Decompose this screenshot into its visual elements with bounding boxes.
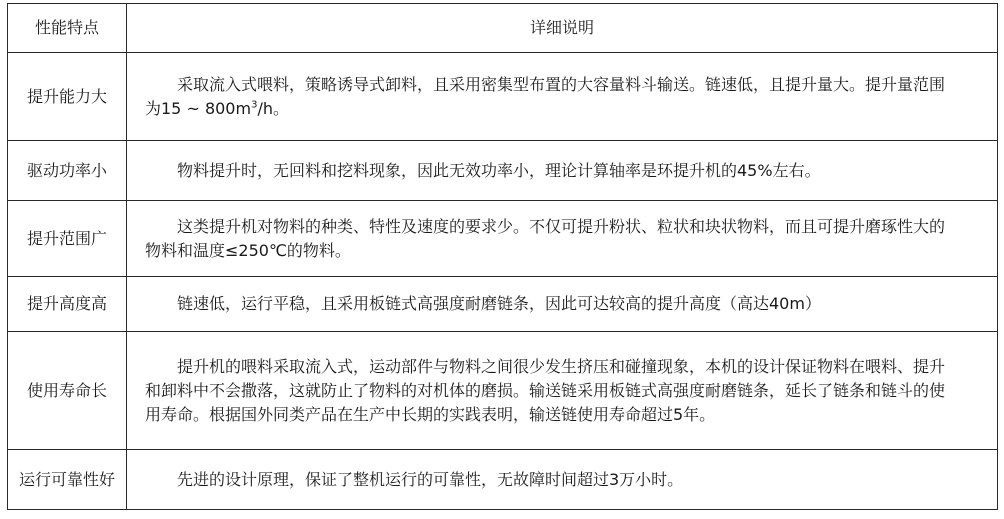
header-feature: 性能特点	[8, 4, 127, 53]
table-row	[8, 141, 998, 201]
description-text-main: 采取流入式喂料，策略诱导式卸料，且采用密集型布置的大容量料斗输送。链速低，且提升量大。提升量范围为15 ~ 800m	[145, 74, 946, 118]
description-cell	[127, 201, 998, 277]
table-row	[8, 332, 998, 450]
description-cell	[127, 332, 998, 450]
table-row	[8, 201, 998, 277]
performance-table	[7, 3, 998, 510]
description-text	[145, 73, 945, 121]
feature-cell: 驱动功率小	[8, 141, 127, 201]
description-text: 链速低，运行平稳，且采用板链式高强度耐磨链条，因此可达较高的提升高度（高达40m）	[177, 294, 821, 313]
table-body	[8, 53, 998, 510]
description-cell	[127, 141, 998, 201]
description-cell	[127, 450, 998, 510]
description-text: 先进的设计原理，保证了整机运行的可靠性，无故障时间超过3万小时。	[177, 469, 684, 489]
description-text-unit: /h。	[257, 98, 289, 118]
feature-cell: 使用寿命长	[8, 332, 127, 450]
header-description: 详细说明	[127, 4, 998, 53]
description-text: 物料提升时，无回料和挖料现象，因此无效功率小，理论计算轴率是环提升机的45%左右。	[177, 160, 821, 180]
feature-cell: 提升高度高	[8, 277, 127, 332]
description-text: 这类提升机对物料的种类、特性及速度的要求少。不仅可提升粉状、粒状和块状物料，而且可提升磨琢性大的物料和温度≤250℃的物料。	[145, 216, 946, 260]
table-header-row	[8, 4, 998, 53]
description-cell	[127, 53, 998, 141]
table-header	[8, 4, 998, 53]
table-row	[8, 277, 998, 332]
table-row	[8, 53, 998, 141]
description-cell	[127, 277, 998, 332]
superscript-exponent: 3	[251, 99, 258, 111]
table-row	[8, 450, 998, 510]
performance-table-container	[7, 3, 997, 510]
feature-cell: 提升范围广	[8, 201, 127, 277]
feature-cell: 运行可靠性好	[8, 450, 127, 510]
description-text: 提升机的喂料采取流入式，运动部件与物料之间很少发生挤压和碰撞现象，本机的设计保证物料在喂料、提升和卸料中不会撒落，这就防止了物料的对机体的磨损。输送链采用板链式高强度耐磨链条，延长了链条和链斗的使用寿命。根据国外同类产品在生产中长期的实践表明，输送链使用寿命超过5年。	[145, 356, 946, 424]
feature-cell: 提升能力大	[8, 53, 127, 141]
